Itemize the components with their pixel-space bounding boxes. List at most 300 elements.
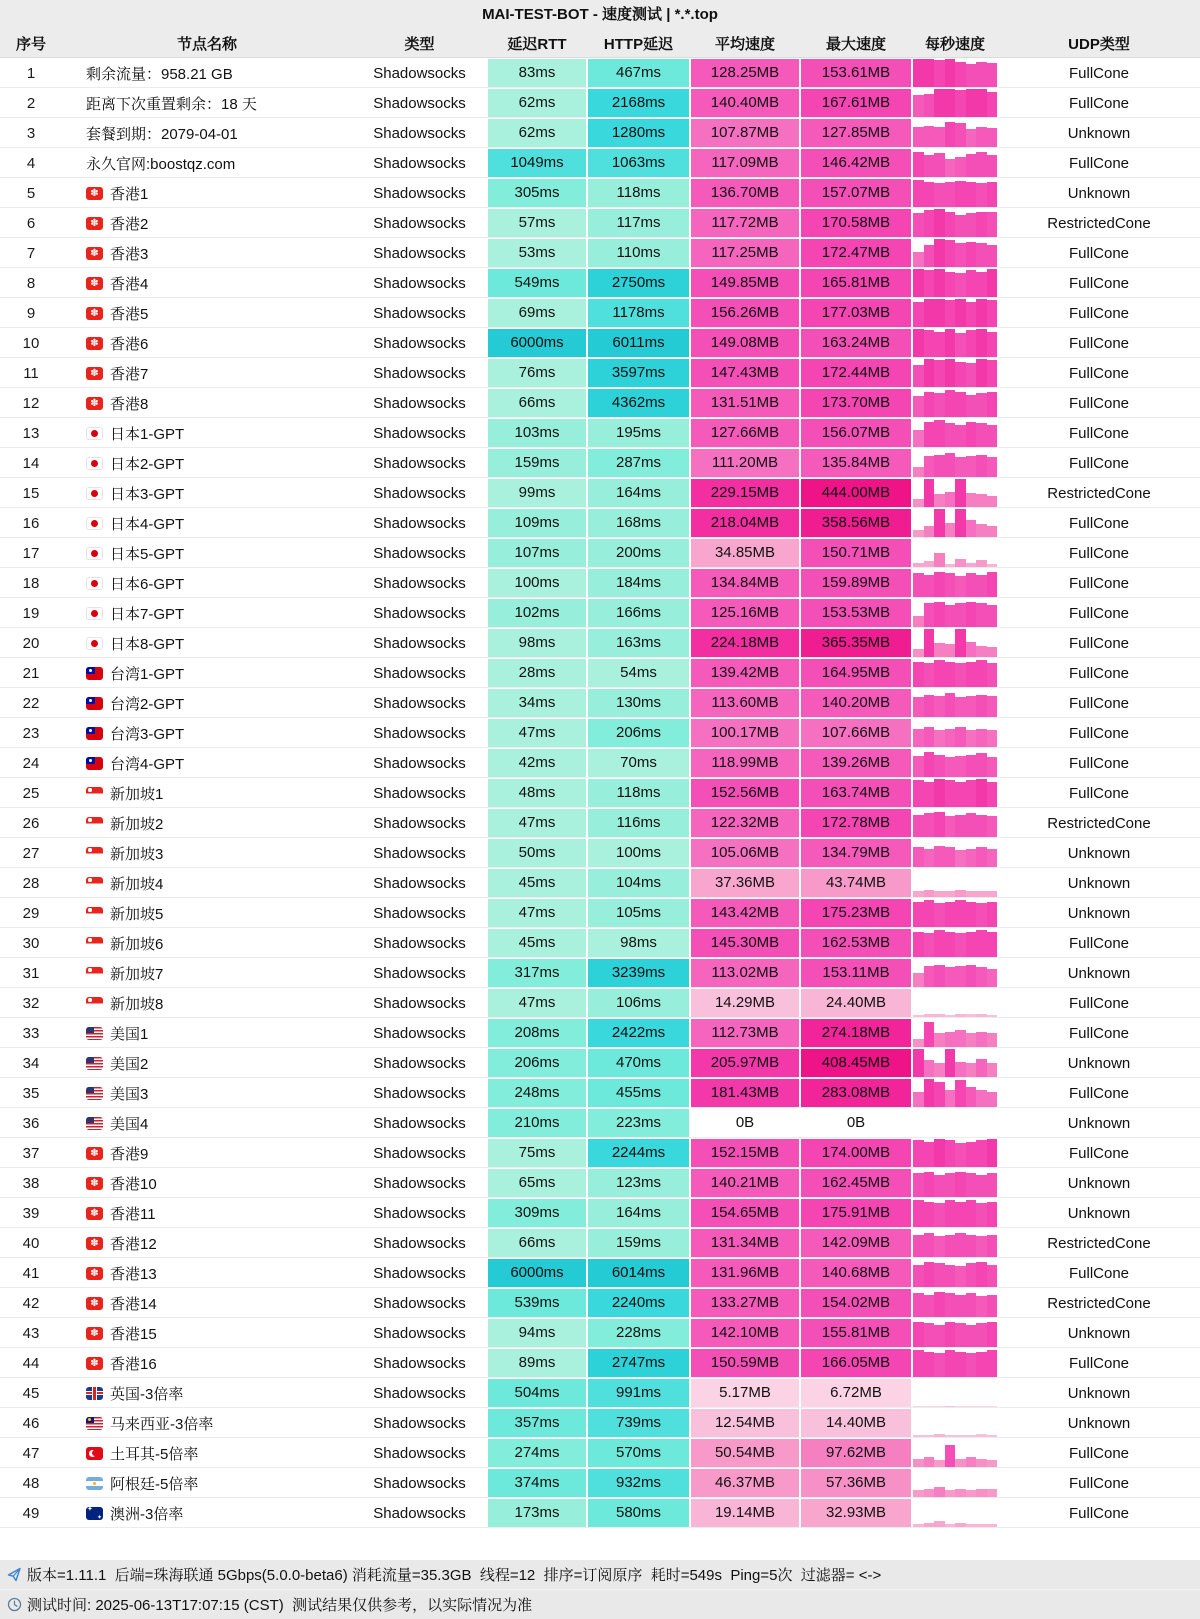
- speed-bar: [976, 903, 987, 927]
- node-name: 澳洲-3倍率: [110, 1505, 184, 1523]
- udp-type: FullCone: [1068, 94, 1130, 112]
- max-speed-value: 274.18MB: [801, 1019, 911, 1047]
- table-body: [0, 58, 1200, 1528]
- node-name: 美国2: [110, 1055, 149, 1073]
- http-latency-cell: [587, 1168, 690, 1198]
- latency-rtt-cell: [487, 298, 587, 328]
- node-type: Shadowsocks: [373, 364, 466, 382]
- per-second-speed-cell: [912, 1138, 998, 1168]
- speed-bar: [945, 1322, 956, 1347]
- max-speed-value: 14.40MB: [801, 1409, 911, 1437]
- speed-bars-chart: [913, 1019, 997, 1047]
- avg-speed-value: 156.26MB: [691, 299, 799, 327]
- node-name-cell: [62, 538, 352, 568]
- latency-rtt-cell: [487, 928, 587, 958]
- latency-rtt-value: 47ms: [488, 809, 586, 837]
- speed-bar: [934, 360, 945, 387]
- row-index: 19: [22, 604, 40, 622]
- per-second-speed-cell: [912, 118, 998, 148]
- table-row: [0, 1468, 1200, 1498]
- latency-rtt-value: 42ms: [488, 749, 586, 777]
- speed-bar: [945, 240, 956, 267]
- speed-bar: [976, 299, 987, 327]
- avg-speed-cell: [690, 688, 800, 718]
- node-type: Shadowsocks: [373, 604, 466, 622]
- http-latency-cell: [587, 88, 690, 118]
- row-index: 40: [22, 1234, 40, 1252]
- speed-bar: [934, 602, 945, 627]
- speed-bars-chart: [913, 509, 997, 537]
- speed-bar: [987, 63, 998, 87]
- speed-bar: [976, 1032, 987, 1047]
- max-speed-value: 173.70MB: [801, 389, 911, 417]
- node-name: 香港10: [110, 1175, 157, 1193]
- speed-bar: [924, 1022, 935, 1047]
- latency-rtt-cell: [487, 1258, 587, 1288]
- table-row: [0, 418, 1200, 448]
- node-name: 香港15: [110, 1325, 157, 1343]
- latency-rtt-value: 45ms: [488, 869, 586, 897]
- udp-type: Unknown: [1067, 874, 1131, 892]
- speed-bars-chart: [913, 689, 997, 717]
- speed-bar: [966, 573, 977, 597]
- flag-hk-icon: [86, 1177, 103, 1190]
- flag-tw-icon: [86, 757, 103, 770]
- per-second-speed-cell: [912, 538, 998, 568]
- node-name-cell: [62, 88, 352, 118]
- speed-bar: [987, 457, 998, 477]
- latency-rtt-value: 103ms: [488, 419, 586, 447]
- node-type: Shadowsocks: [373, 694, 466, 712]
- flag-hk-icon: [86, 277, 103, 290]
- row-index: 16: [22, 514, 40, 532]
- speed-bar: [913, 902, 924, 927]
- avg-speed-cell: [690, 1168, 800, 1198]
- max-speed-value: 156.07MB: [801, 419, 911, 447]
- speed-bar: [924, 752, 935, 777]
- per-second-speed-cell: [912, 688, 998, 718]
- speed-bars-chart: [913, 539, 997, 567]
- avg-speed-cell: [690, 208, 800, 238]
- speed-bar: [987, 849, 998, 867]
- avg-speed-value: 218.04MB: [691, 509, 799, 537]
- udp-type: Unknown: [1067, 844, 1131, 862]
- table-row: [0, 868, 1200, 898]
- node-type: Shadowsocks: [373, 994, 466, 1012]
- per-second-speed-cell: [912, 178, 998, 208]
- http-latency-value: 932ms: [588, 1469, 689, 1497]
- speed-bar: [966, 1435, 977, 1437]
- speed-bar: [966, 1200, 977, 1227]
- speed-bar: [924, 1323, 935, 1347]
- speed-bar: [955, 1014, 966, 1017]
- speed-bars-chart: [913, 629, 997, 657]
- avg-speed-cell: [690, 628, 800, 658]
- speed-bar: [966, 1325, 977, 1347]
- speed-bar: [987, 155, 998, 177]
- max-speed-value: 6.72MB: [801, 1379, 911, 1407]
- speed-bar: [945, 564, 956, 567]
- avg-speed-cell: [690, 1468, 800, 1498]
- per-second-speed-cell: [912, 208, 998, 238]
- node-name: 香港1: [110, 185, 149, 203]
- http-latency-cell: [587, 418, 690, 448]
- max-speed-value: 0B: [801, 1109, 911, 1137]
- speed-bars-chart: [913, 329, 997, 357]
- max-speed-cell: [800, 628, 912, 658]
- http-latency-cell: [587, 1468, 690, 1498]
- per-second-speed-cell: [912, 1438, 998, 1468]
- column-header: 序号: [15, 36, 46, 53]
- node-name: 香港11: [110, 1205, 156, 1223]
- avg-speed-value: 5.17MB: [691, 1379, 799, 1407]
- table-row: [0, 178, 1200, 208]
- node-name-cell: [62, 1168, 352, 1198]
- speed-bar: [966, 780, 977, 807]
- http-latency-value: 467ms: [588, 59, 689, 87]
- max-speed-value: 177.03MB: [801, 299, 911, 327]
- latency-rtt-cell: [487, 88, 587, 118]
- max-speed-value: 154.02MB: [801, 1289, 911, 1317]
- max-speed-cell: [800, 418, 912, 448]
- avg-speed-value: 131.96MB: [691, 1259, 799, 1287]
- avg-speed-value: 113.60MB: [691, 689, 799, 717]
- node-type: Shadowsocks: [373, 1504, 466, 1522]
- speed-bar: [955, 333, 966, 357]
- max-speed-value: 157.07MB: [801, 179, 911, 207]
- latency-rtt-value: 159ms: [488, 449, 586, 477]
- per-second-speed-cell: [912, 868, 998, 898]
- row-index: 24: [22, 754, 40, 772]
- flag-jp-icon: [86, 487, 103, 500]
- node-type: Shadowsocks: [373, 124, 466, 142]
- flag-us-icon: [86, 1057, 103, 1070]
- flag-hk-icon: [86, 1327, 103, 1340]
- http-latency-cell: [587, 1348, 690, 1378]
- speed-bar: [966, 1263, 977, 1287]
- max-speed-cell: [800, 1018, 912, 1048]
- speed-bar: [945, 902, 956, 927]
- speed-bar: [913, 932, 924, 957]
- speed-bar: [913, 1015, 924, 1017]
- node-type: Shadowsocks: [373, 844, 466, 862]
- node-type: Shadowsocks: [373, 334, 466, 352]
- speed-bar: [945, 359, 956, 387]
- node-type: Shadowsocks: [373, 454, 466, 472]
- speed-bar: [945, 122, 956, 147]
- per-second-speed-cell: [912, 298, 998, 328]
- speed-bar: [945, 523, 956, 537]
- udp-type: Unknown: [1067, 1414, 1131, 1432]
- http-latency-cell: [587, 658, 690, 688]
- speed-bar: [955, 1459, 966, 1467]
- udp-type: FullCone: [1068, 634, 1130, 652]
- node-type: Shadowsocks: [373, 94, 466, 112]
- speed-bar: [966, 395, 977, 417]
- speed-bar: [976, 930, 987, 957]
- table-row: [0, 328, 1200, 358]
- speed-bars-chart: [913, 1229, 997, 1257]
- udp-type: FullCone: [1068, 1354, 1130, 1372]
- speed-bar: [976, 1175, 987, 1197]
- max-speed-value: 163.24MB: [801, 329, 911, 357]
- node-type: Shadowsocks: [373, 754, 466, 772]
- speed-bar: [976, 847, 987, 867]
- per-second-speed-cell: [912, 1108, 998, 1138]
- http-latency-cell: [587, 1048, 690, 1078]
- speed-bar: [987, 1322, 998, 1347]
- node-name-cell: [62, 508, 352, 538]
- max-speed-cell: [800, 358, 912, 388]
- speed-bar: [913, 329, 924, 357]
- per-second-speed-cell: [912, 1498, 998, 1528]
- node-type: Shadowsocks: [373, 424, 466, 442]
- udp-type: FullCone: [1068, 1024, 1130, 1042]
- speed-bar: [976, 183, 987, 207]
- node-name: 永久官网:boostqz.com: [86, 155, 236, 173]
- row-index: 34: [22, 1054, 40, 1072]
- per-second-speed-cell: [912, 928, 998, 958]
- speed-bar: [955, 215, 966, 237]
- speed-bar: [945, 300, 956, 327]
- speed-bar: [976, 1406, 987, 1407]
- node-name: 香港8: [110, 395, 149, 413]
- speed-bar: [913, 95, 924, 117]
- avg-speed-cell: [690, 508, 800, 538]
- node-type: Shadowsocks: [373, 244, 466, 262]
- flag-jp-icon: [86, 547, 103, 560]
- avg-speed-cell: [690, 478, 800, 508]
- speed-bar: [955, 890, 966, 897]
- speed-bar: [934, 420, 945, 447]
- speed-bar: [913, 467, 924, 477]
- avg-speed-cell: [690, 118, 800, 148]
- speed-bars-chart: [913, 959, 997, 987]
- avg-speed-value: 113.02MB: [691, 959, 799, 987]
- speed-bar: [987, 1235, 998, 1257]
- speed-bar: [924, 561, 935, 567]
- http-latency-cell: [587, 1228, 690, 1258]
- speed-bars-chart: [913, 359, 997, 387]
- table-row: [0, 1288, 1200, 1318]
- speed-bar: [976, 1524, 987, 1527]
- speed-bar: [945, 59, 956, 87]
- max-speed-value: 172.44MB: [801, 359, 911, 387]
- avg-speed-value: 136.70MB: [691, 179, 799, 207]
- udp-type: Unknown: [1067, 184, 1131, 202]
- speed-bar: [976, 815, 987, 837]
- speed-bar: [934, 755, 945, 777]
- node-type: Shadowsocks: [373, 544, 466, 562]
- speed-bar: [913, 573, 924, 597]
- node-name: 英国-3倍率: [110, 1385, 184, 1403]
- node-type: Shadowsocks: [373, 904, 466, 922]
- speed-bar: [945, 89, 956, 117]
- table-row: [0, 358, 1200, 388]
- table-row: [0, 598, 1200, 628]
- speed-bar: [924, 182, 935, 207]
- speed-bar: [987, 730, 998, 747]
- latency-rtt-cell: [487, 1078, 587, 1108]
- row-index: 41: [22, 1264, 40, 1282]
- table-row: [0, 928, 1200, 958]
- max-speed-value: 107.66MB: [801, 719, 911, 747]
- speed-bar: [945, 780, 956, 807]
- speed-bar: [913, 252, 924, 267]
- speed-bar: [924, 575, 935, 597]
- node-name: 套餐到期：2079-04-01: [86, 125, 238, 143]
- max-speed-cell: [800, 298, 912, 328]
- speed-bar: [913, 213, 924, 237]
- speed-bar: [924, 1014, 935, 1017]
- latency-rtt-cell: [487, 118, 587, 148]
- node-name: 新加坡5: [110, 905, 164, 923]
- node-name: 日本1-GPT: [110, 425, 185, 443]
- http-latency-value: 287ms: [588, 449, 689, 477]
- node-name: 香港16: [110, 1355, 157, 1373]
- speed-bar: [955, 1406, 966, 1407]
- speed-bar: [913, 1350, 924, 1377]
- speed-bar: [966, 64, 977, 87]
- http-latency-value: 98ms: [588, 929, 689, 957]
- table-row: [0, 1378, 1200, 1408]
- footer-time-line: [0, 1589, 1200, 1618]
- node-name-cell: [62, 838, 352, 868]
- avg-speed-value: 139.42MB: [691, 659, 799, 687]
- node-name: 香港7: [110, 365, 149, 383]
- latency-rtt-cell: [487, 148, 587, 178]
- table-row: [0, 508, 1200, 538]
- udp-type: RestrictedCone: [1047, 214, 1151, 232]
- speed-bar: [976, 1459, 987, 1467]
- avg-speed-value: 149.08MB: [691, 329, 799, 357]
- node-name: 日本7-GPT: [110, 605, 185, 623]
- table-row: [0, 748, 1200, 778]
- per-second-speed-cell: [912, 988, 998, 1018]
- speed-bar: [945, 932, 956, 957]
- speed-bar: [934, 1139, 945, 1167]
- table-row: [0, 298, 1200, 328]
- flag-au-icon: [86, 1507, 103, 1520]
- speed-bar: [913, 180, 924, 207]
- avg-speed-value: 224.18MB: [691, 629, 799, 657]
- flag-jp-icon: [86, 637, 103, 650]
- http-latency-cell: [587, 718, 690, 748]
- row-index: 6: [26, 214, 36, 232]
- avg-speed-value: 50.54MB: [691, 1439, 799, 1467]
- latency-rtt-cell: [487, 358, 587, 388]
- node-name: 香港14: [110, 1295, 157, 1313]
- avg-speed-cell: [690, 328, 800, 358]
- row-index: 14: [22, 454, 40, 472]
- node-type: Shadowsocks: [373, 784, 466, 802]
- avg-speed-value: 127.66MB: [691, 419, 799, 447]
- node-name: 马来西亚-3倍率: [110, 1415, 214, 1433]
- speed-bar: [934, 660, 945, 687]
- node-name-cell: [62, 898, 352, 928]
- avg-speed-cell: [690, 838, 800, 868]
- max-speed-value: 43.74MB: [801, 869, 911, 897]
- per-second-speed-cell: [912, 388, 998, 418]
- column-header: 节点名称: [176, 36, 237, 53]
- row-index: 30: [22, 934, 40, 952]
- max-speed-value: 174.00MB: [801, 1139, 911, 1167]
- flag-sg-icon: [86, 787, 103, 800]
- latency-rtt-cell: [487, 958, 587, 988]
- latency-rtt-cell: [487, 1108, 587, 1138]
- speed-bar: [966, 1293, 977, 1317]
- flag-sg-icon: [86, 877, 103, 890]
- http-latency-value: 195ms: [588, 419, 689, 447]
- speed-bar: [934, 891, 945, 897]
- udp-type: RestrictedCone: [1047, 1294, 1151, 1312]
- max-speed-value: 365.35MB: [801, 629, 911, 657]
- clock-icon: [7, 1597, 22, 1612]
- speed-bar: [987, 932, 998, 957]
- http-latency-value: 54ms: [588, 659, 689, 687]
- udp-type: Unknown: [1067, 1204, 1131, 1222]
- speed-bar: [966, 1406, 977, 1407]
- node-name: 日本8-GPT: [110, 635, 185, 653]
- http-latency-value: 105ms: [588, 899, 689, 927]
- speed-bar: [966, 902, 977, 927]
- node-name-cell: [62, 358, 352, 388]
- speed-bars-chart: [913, 1379, 997, 1407]
- udp-type: FullCone: [1068, 274, 1130, 292]
- node-name-cell: [62, 1138, 352, 1168]
- node-name: 香港12: [110, 1235, 157, 1253]
- speed-bar: [934, 1521, 945, 1527]
- max-speed-cell: [800, 1258, 912, 1288]
- latency-rtt-value: 83ms: [488, 59, 586, 87]
- flag-hk-icon: [86, 307, 103, 320]
- speed-bars-chart: [913, 989, 997, 1017]
- max-speed-cell: [800, 808, 912, 838]
- speed-bar: [987, 392, 998, 417]
- speed-bar: [955, 576, 966, 597]
- udp-type: Unknown: [1067, 1384, 1131, 1402]
- udp-type: FullCone: [1068, 1084, 1130, 1102]
- max-speed-value: 153.53MB: [801, 599, 911, 627]
- speed-bar: [987, 969, 998, 987]
- speed-bar: [924, 422, 935, 447]
- speed-bar: [966, 755, 977, 777]
- speed-bar: [987, 526, 998, 537]
- speed-bar: [966, 1142, 977, 1167]
- node-name-cell: [62, 778, 352, 808]
- row-index: 7: [26, 244, 36, 262]
- http-latency-value: 228ms: [588, 1319, 689, 1347]
- speed-bar: [924, 479, 935, 507]
- avg-speed-cell: [690, 808, 800, 838]
- node-name-cell: [62, 148, 352, 178]
- speed-bar: [913, 59, 924, 87]
- flag-hk-icon: [86, 1147, 103, 1160]
- speed-bar: [955, 243, 966, 267]
- speed-bar: [966, 662, 977, 687]
- speed-bars-chart: [913, 779, 997, 807]
- speed-bar: [924, 933, 935, 957]
- node-type: Shadowsocks: [373, 814, 466, 832]
- avg-speed-value: 131.34MB: [691, 1229, 799, 1257]
- speed-bars-chart: [913, 59, 997, 87]
- speed-bar: [924, 900, 935, 927]
- speed-bar: [924, 1172, 935, 1197]
- table-row: [0, 1138, 1200, 1168]
- latency-rtt-cell: [487, 508, 587, 538]
- speed-bar: [924, 890, 935, 897]
- http-latency-value: 4362ms: [588, 389, 689, 417]
